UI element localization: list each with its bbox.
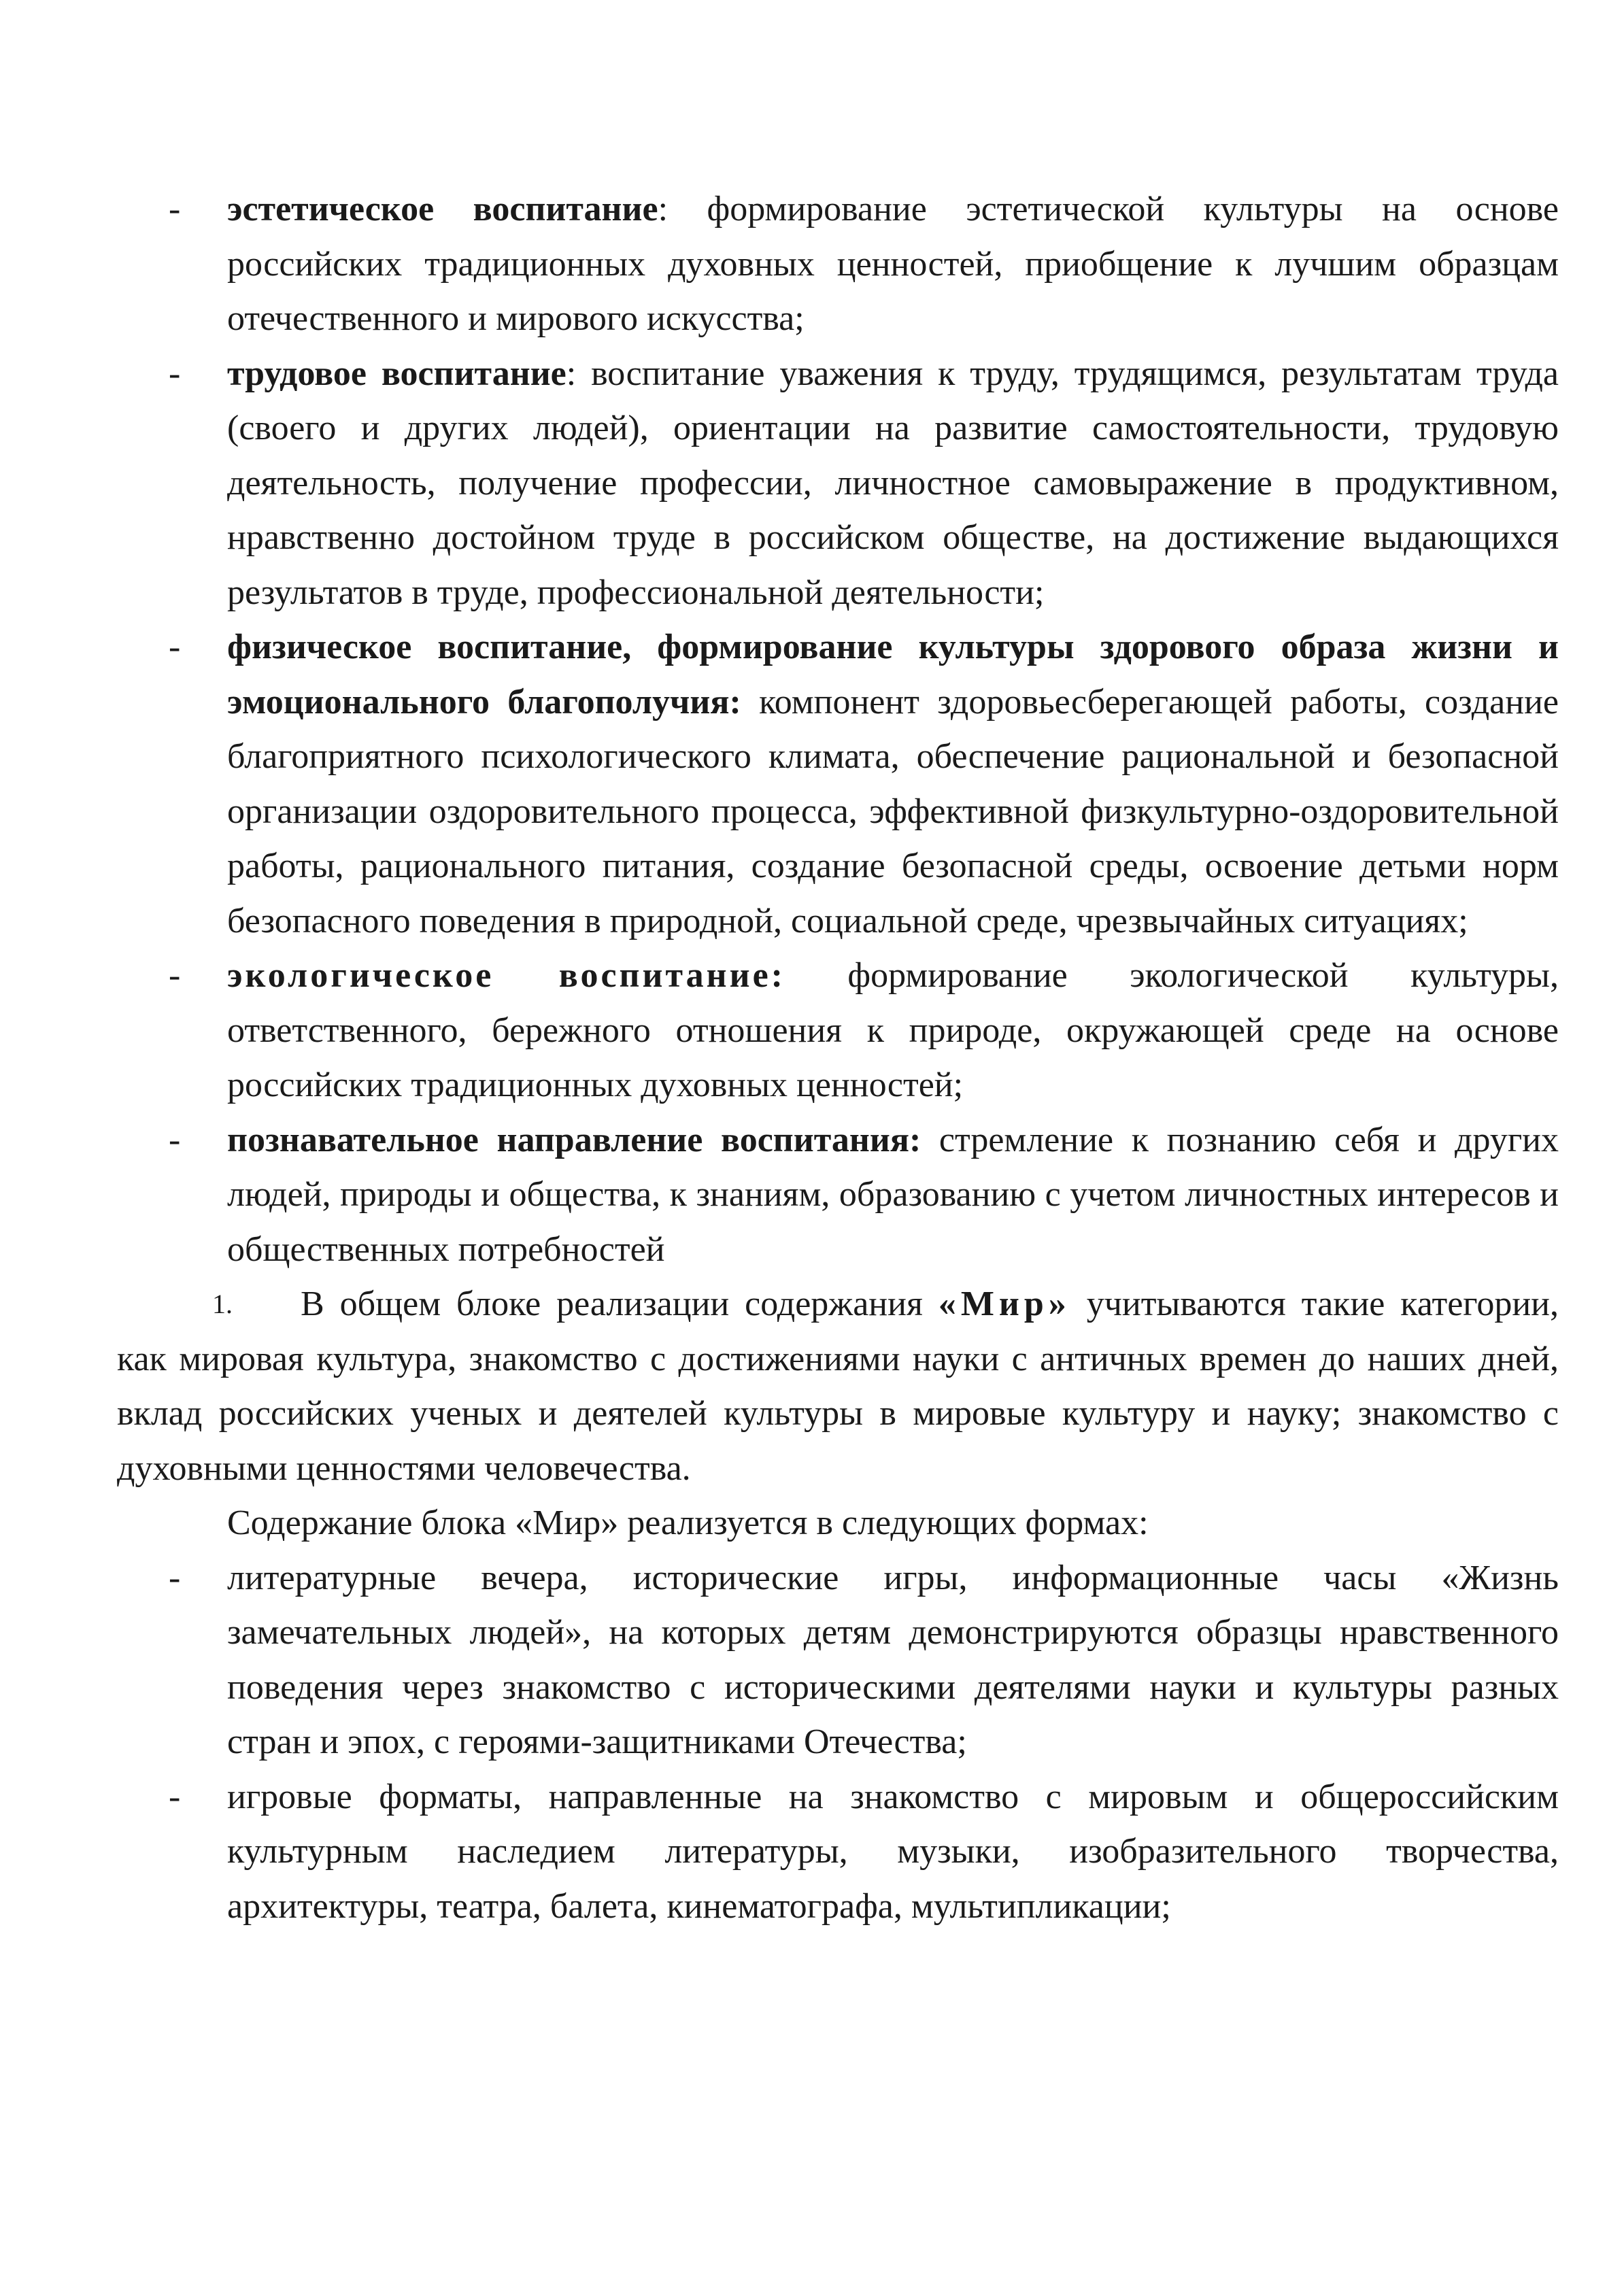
item-text: стремление к познанию себя и других людей, природы и общества, к знаниям, образованию с учетом личностных интересов и общественных потребностей [227,1120,1559,1269]
item-heading: физическое воспитание, формирование культуры здорового образа жизни и эмоционального благополучия: [227,628,1559,721]
item-text: литературные вечера, исторические игры, информационные часы «Жизнь замечательных людей», на которых детям демонстрируются образцы нравственного поведения через знакомство с историческими деятелями науки и культуры разных стран и эпох, с героями-защитниками Отечества; [227,1558,1559,1761]
list-item-labor [117,347,1559,621]
list-item-cognitive [117,1113,1559,1278]
list-dash: - [169,1777,181,1816]
numbered-paragraph-text [117,1277,1559,1496]
document-body [117,182,1559,1934]
list-dash: - [169,190,181,228]
paragraph-text-before: В общем блоке реализации содержания [301,1285,938,1323]
item-text: компонент здоровьесберегающей работы, создание благоприятного психологического климата, обеспечение рациональной и безопасной организации оздоровительного процесса, эффективной физкультурно-оздоровительной работы, рационального питания, создание безопасной среды, освоение детьми норм безопасного поведения в природной, социальной среде, чрезвычайных ситуациях; [227,682,1559,940]
list-item-ecological [117,949,1559,1113]
list-dash: - [169,354,181,393]
item-text: формирование экологической культуры, ответственного, бережного отношения к природе, окружающей среде на основе российских традиционных духовных ценностей; [227,956,1559,1104]
list-dash: - [169,1558,181,1597]
paragraph-text-after: учитываются такие категории, как мировая культура, знакомство с достижениями науки с античных времен до наших дней, вклад российских ученых и деятелей культуры в мировые культуру и науку; знакомство с духовными ценностями человечества. [117,1285,1559,1488]
item-heading: эстетическое воспитание [227,190,658,228]
item-heading: трудовое воспитание [227,354,566,393]
forms-item-evenings [117,1551,1559,1770]
paragraph-number: 1. [212,1289,233,1319]
list-item-aesthetic [117,182,1559,347]
list-dash: - [169,1120,181,1159]
forms-item-games [117,1770,1559,1935]
item-heading: познавательное направление воспитания: [227,1120,921,1159]
list-dash: - [169,956,181,995]
item-text: игровые форматы, направленные на знакомство с мировым и общероссийским культурным наследием литературы, музыки, изобразительного творчества, архитектуры, театра, балета, кинематографа, мультипликации; [227,1777,1559,1926]
item-heading: экологическое воспитание: [227,956,785,995]
list-dash: - [169,628,181,666]
item-text: : формирование эстетической культуры на основе российских традиционных духовных ценностей, приобщение к лучшим образцам отечественного и мирового искусства; [227,190,1559,338]
numbered-paragraph [117,1277,1559,1496]
item-text: : воспитание уважения к труду, трудящимся, результатам труда (своего и других людей), ориентации на развитие самостоятельности, трудовую деятельность, получение профессии, личностное самовыражение в продуктивном, нравственно достойном труде в российском обществе, на достижение выдающихся результатов в труде, профессиональной деятельности; [227,354,1559,612]
forms-intro: Содержание блока «Мир» реализуется в следующих формах: [227,1504,1149,1542]
list-item-physical [117,620,1559,949]
paragraph-bold-title: «Мир» [938,1285,1071,1323]
